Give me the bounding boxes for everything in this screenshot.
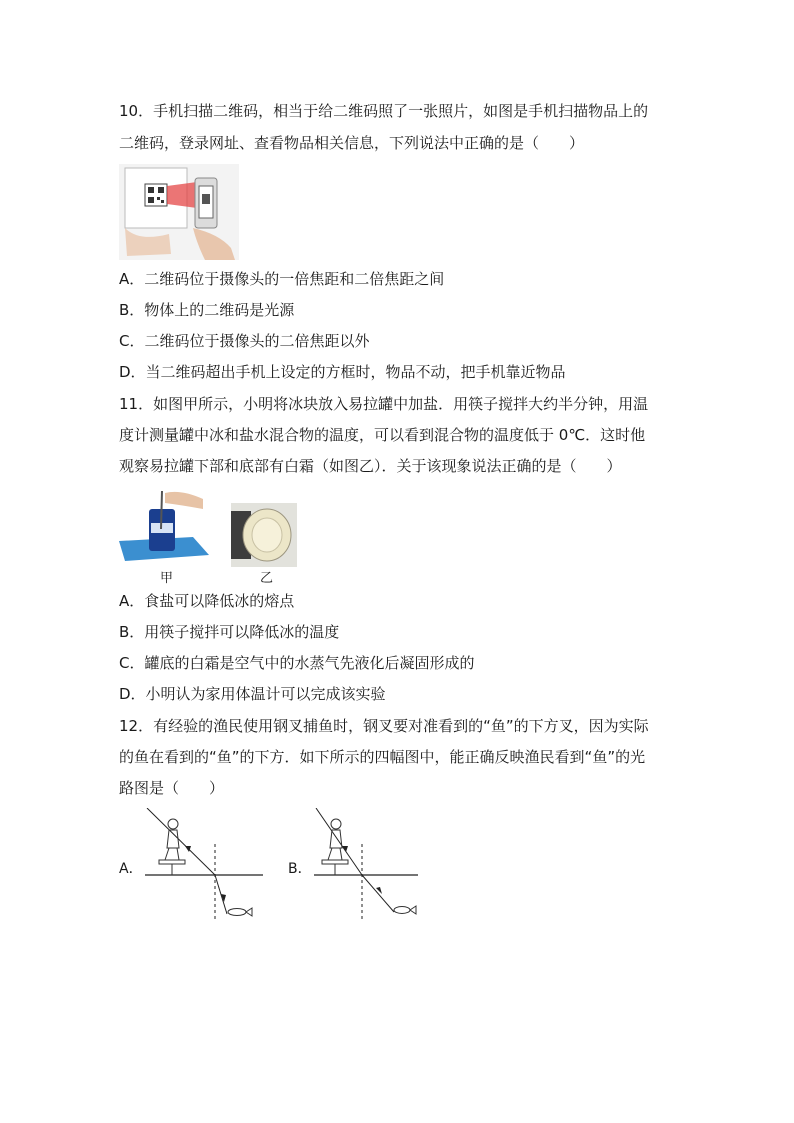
q10-line-2: 二维码，登录网址、查看物品相关信息，下列说法中正确的是（ ） (119, 134, 585, 152)
fig-label-yi: 乙 (260, 571, 274, 586)
qr-scan-image (119, 164, 239, 260)
q11-option-c: C．罐底的白霜是空气中的水蒸气先液化后凝固形成的 (119, 654, 475, 672)
diagram-b-label: B． (288, 861, 312, 877)
q10-option-b: B．物体上的二维码是光源 (119, 301, 295, 319)
q12-line-2: 的鱼在看到的“鱼”的下方．如下所示的四幅图中，能正确反映渔民看到“鱼”的光 (119, 748, 646, 766)
q11-option-d: D．小明认为家用体温计可以完成该实验 (119, 685, 386, 703)
q10-line-1: 10．手机扫描二维码，相当于给二维码照了一张照片，如图是手机扫描物品上的 (119, 102, 649, 120)
q10-option-c: C．二维码位于摄像头的二倍焦距以外 (119, 332, 370, 350)
q12-line-1: 12．有经验的渔民使用钢叉捕鱼时，钢叉要对准看到的“鱼”的下方叉，因为实际 (119, 717, 649, 735)
q12-line-3: 路图是（ ） (119, 779, 225, 797)
q11-line-1: 11．如图甲所示，小明将冰块放入易拉罐中加盐．用筷子搅拌大约半分钟，用温 (119, 395, 649, 413)
q11-line-3: 观察易拉罐下部和底部有白霜（如图乙）．关于该现象说法正确的是（ ） (119, 457, 622, 475)
can-frost-image (231, 503, 297, 567)
q10-option-a: A．二维码位于摄像头的一倍焦距和二倍焦距之间 (119, 270, 445, 288)
q11-line-2: 度计测量罐中冰和盐水混合物的温度，可以看到混合物的温度低于 0℃．这时他 (119, 426, 646, 444)
q11-option-a: A．食盐可以降低冰的熔点 (119, 592, 295, 610)
light-path-diagram-b (314, 808, 418, 922)
q10-option-d: D．当二维码超出手机上设定的方框时，物品不动，把手机靠近物品 (119, 363, 566, 381)
light-path-diagram-a (145, 808, 263, 922)
fig-label-jia: 甲 (160, 571, 174, 586)
can-stirring-image (119, 489, 209, 567)
diagram-a-label: A． (119, 861, 143, 877)
q11-option-b: B．用筷子搅拌可以降低冰的温度 (119, 623, 340, 641)
